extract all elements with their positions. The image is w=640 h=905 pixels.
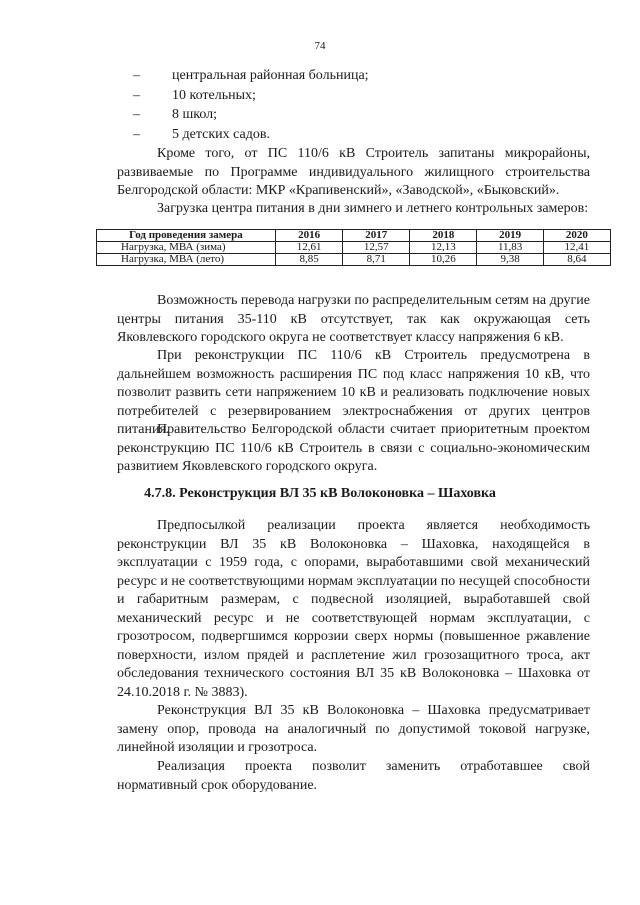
load-table	[96, 229, 611, 266]
table-cell: 11,83	[477, 242, 543, 254]
table-cell: 12,41	[543, 242, 610, 254]
table-cell: 8,85	[276, 254, 343, 266]
table-cell: Нагрузка, МВА (лето)	[97, 254, 276, 266]
paragraph-scope: Реконструкция ВЛ 35 кВ Волоконовка – Шаховка предусматривает замену опор, провода на аналогичный по допустимой токовой нагрузке, линейной изоляции и грозотроса.	[117, 703, 590, 755]
section-heading: 4.7.8. Реконструкция ВЛ 35 кВ Волоконовка – Шаховка	[144, 486, 496, 501]
table-header-cell: 2018	[410, 230, 477, 242]
paragraph-load-transfer: Возможность перевода нагрузки по распределительным сетям на другие центры питания 35-110 кВ отсутствует, так как окружающая сеть Яковлевского городского округа не соответствует классу напряжения 6 кВ.	[117, 293, 591, 345]
list-dash: –	[133, 68, 140, 83]
paragraph-load-intro: Загрузка центра питания в дни зимнего и летнего контрольных замеров:	[157, 201, 589, 216]
list-item-text: центральная районная больница;	[172, 68, 369, 83]
table-header-row	[97, 230, 611, 242]
table-cell: 9,38	[477, 254, 543, 266]
table-row	[97, 254, 611, 266]
list-dash: –	[133, 126, 140, 142]
paragraph-outcome: Реализация проекта позволит заменить отработавшее свой нормативный срок оборудование.	[117, 759, 590, 793]
table-header-cell: 2020	[543, 230, 610, 242]
list-item	[133, 86, 369, 106]
table-header-cell: 2017	[343, 230, 410, 242]
list-dash: –	[133, 107, 140, 122]
table-header-cell: 2016	[276, 230, 343, 242]
table-cell: 8,71	[343, 254, 410, 266]
table-cell: 12,61	[276, 242, 343, 254]
list-item-text: 10 котельных;	[172, 87, 256, 103]
table-cell: 8,64	[543, 254, 610, 266]
table-header-cell: Год проведения замера	[97, 230, 276, 242]
table-cell: 12,57	[343, 242, 410, 254]
paragraph-reconstruction-plan: При реконструкции ПС 110/6 кВ Строитель предусмотрена в дальнейшем возможность расширения ПС под класс напряжения 10 кВ, что позволит развить сети напряжением 10 кВ и реализовать подключение новых потребителей с резервированием электроснабжения от других центров питания.	[117, 348, 590, 437]
table-row	[97, 242, 611, 254]
facility-list	[133, 66, 369, 144]
table-cell: 12,13	[410, 242, 477, 254]
table-cell: Нагрузка, МВА (зима)	[97, 242, 276, 254]
list-item	[133, 66, 369, 86]
list-item-text: 5 детских садов.	[172, 126, 270, 142]
paragraph-government-priority: Правительство Белгородской области считает приоритетным проектом реконструкцию ПС 110/6 кВ Строитель в связи с социально-экономическим развитием Яковлевского городского округа.	[117, 422, 590, 474]
list-item	[133, 105, 369, 125]
list-item	[133, 125, 369, 145]
paragraph-prerequisite: Предпосылкой реализации проекта является необходимость реконструкции ВЛ 35 кВ Волоконовка – Шаховка, находящейся в эксплуатации с 1959 года, с опорами, выработавшими свой механический ресурс и не соответствующими нормам эксплуатации по несущей способности и габаритным размерам, с подвесной изоляцией, выработавшей свой механический ресурс и не соответствующей нормам эксплуатации, с грозотросом, подвергшимся коррозии сверх нормы (повышенное ржавление поверхности, излом прядей и расплетение жил грозозащитного троса, акт обследования технического состояния ВЛ 35 кВ Волоконовка – Шаховка от 24.10.2018 г. № 3883).	[117, 518, 590, 700]
table-cell: 10,26	[410, 254, 477, 266]
page-number: 74	[314, 40, 326, 52]
paragraph-microdistricts: Кроме того, от ПС 110/6 кВ Строитель запитаны микрорайоны, развиваемые по Программе индивидуального жилищного строительства Белгородской области: МКР «Крапивенский», «Заводской», «Быковский».	[117, 146, 590, 198]
table-header-cell: 2019	[477, 230, 543, 242]
list-dash: –	[133, 87, 140, 103]
list-item-text: 8 школ;	[172, 107, 218, 122]
